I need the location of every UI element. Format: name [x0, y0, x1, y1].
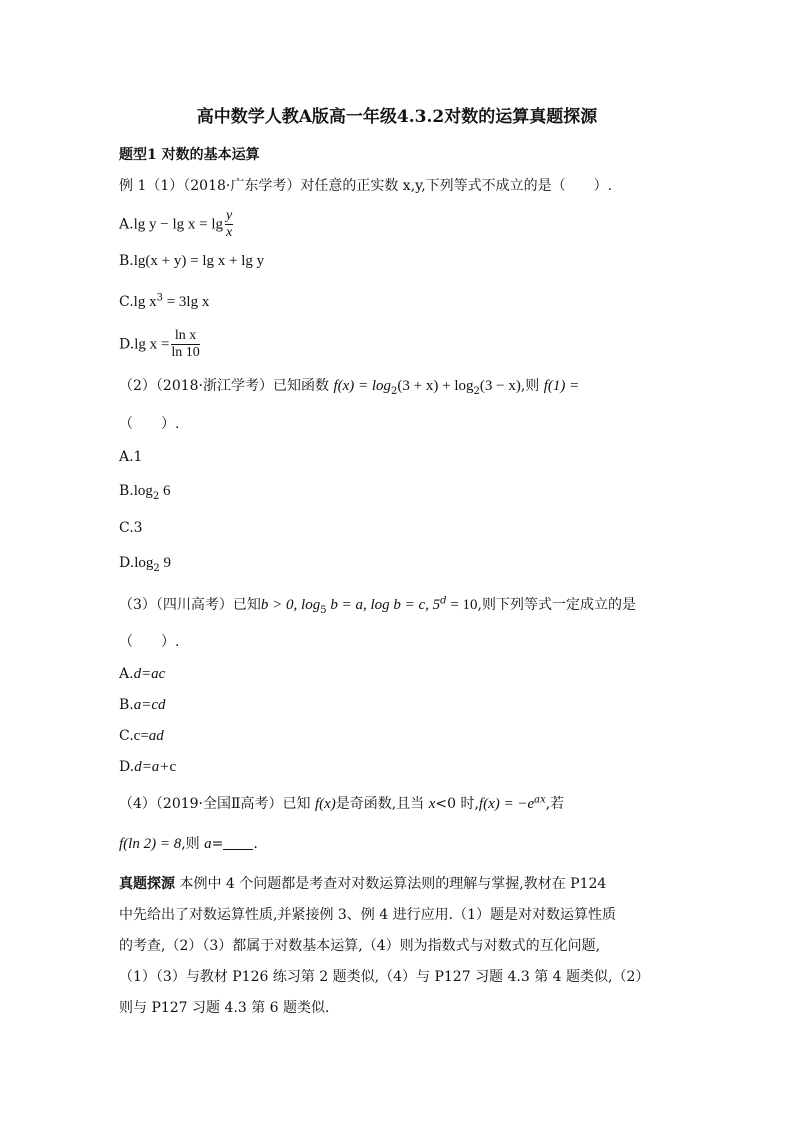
- q2-option-a: A.1: [119, 449, 143, 465]
- q1-option-b: [119, 251, 264, 271]
- option-label: D.: [119, 336, 135, 353]
- q1-d-expr: lg x =: [134, 336, 170, 353]
- value: ad: [148, 728, 164, 744]
- q3-math-b: b = a, log b = c, 5: [326, 597, 441, 613]
- subscript: 2: [152, 490, 160, 502]
- value: a=cd: [133, 697, 166, 713]
- question-type-heading: 题型1 对数的基本运算: [119, 147, 260, 163]
- q4-fx: f(x): [314, 796, 336, 812]
- subscript: 2: [153, 562, 160, 574]
- q3-option-d: [119, 757, 176, 777]
- q2-fx: f(x) = log: [333, 378, 392, 394]
- value: d=a+: [134, 759, 170, 775]
- value: 9: [159, 555, 171, 571]
- subscript: 5: [320, 604, 327, 616]
- denominator: x: [225, 225, 233, 240]
- q4-stem-text-2: 是奇函数,且当: [335, 796, 429, 812]
- source-line-1: [119, 874, 606, 894]
- exponent: ax: [534, 794, 546, 806]
- source-line-3: 的考查,（2）（3）都属于对数基本运算,（4）则为指数式与对数式的互化问题,: [119, 938, 601, 954]
- q4-stem-text: （4）（2019·全国Ⅱ高考）已知: [119, 796, 315, 812]
- subscript: 2: [391, 385, 398, 397]
- log: log: [134, 555, 154, 571]
- source-line-4: （1）（3）与教材 P126 练习第 2 题类似,（4）与 P127 习题 4.3 第 4 题类似,（2）: [119, 969, 650, 985]
- q4-end: .: [253, 836, 258, 852]
- q4-eq: =: [211, 836, 224, 852]
- q3-option-a: [119, 664, 165, 684]
- denominator: ln 10: [171, 345, 200, 360]
- q4-text: ,则: [181, 836, 205, 852]
- source-line-5: 则与 P127 习题 4.3 第 6 题类似.: [119, 1000, 330, 1016]
- fraction: [171, 328, 199, 361]
- q3-stem-text: （3）（四川高考）已知: [119, 597, 261, 613]
- q2-answer-paren: （ ）.: [119, 416, 180, 432]
- q2-expr-b: (3 + x) + log: [397, 378, 474, 394]
- q3-stem-text-2: ,则下列等式一定成立的是: [477, 597, 636, 613]
- q3-math-a: b > 0, log: [260, 597, 321, 613]
- q4-stem-text-4: ,若: [545, 796, 565, 812]
- q2-option-b: [119, 481, 171, 501]
- fraction: [225, 208, 233, 241]
- source-label: 真题探源: [119, 876, 175, 892]
- option-label: D.: [119, 759, 135, 775]
- subscript: 2: [473, 385, 480, 397]
- q3-stem: [119, 595, 636, 615]
- q1-option-d: [119, 328, 202, 361]
- q1-b-expr: lg(x + y) = lg x + lg y: [133, 253, 265, 269]
- q2-stem-text: （2）（2018·浙江学考）已知函数: [119, 378, 334, 394]
- q3-option-b: [119, 695, 166, 715]
- q2-expr-c: (3 − x): [479, 378, 521, 394]
- option-label: B.: [119, 697, 134, 713]
- value: d=ac: [133, 666, 166, 682]
- option-label: A.: [119, 666, 134, 682]
- q4-x: x: [428, 796, 436, 812]
- q1-option-c: [119, 292, 209, 312]
- q4-condition: f(ln 2) = 8: [119, 836, 182, 852]
- q3-option-c: [119, 726, 164, 746]
- numerator: ln x: [171, 328, 199, 345]
- exponent: d: [440, 595, 447, 607]
- source-text: 本例中 4 个问题都是考查对对数运算法则的理解与掌握,教材在 P124: [179, 876, 607, 892]
- q1-stem: 例 1（1）（2018·广东学考）对任意的正实数 x,y,下列等式不成立的是（ ）.: [119, 178, 613, 194]
- option-label: D.: [119, 555, 135, 571]
- answer-blank[interactable]: [223, 835, 253, 850]
- option-label: B.: [119, 483, 134, 499]
- q4-f: f(x) = −e: [478, 796, 535, 812]
- q2-stem: [119, 376, 579, 396]
- q2-stem-text-2: ,则: [520, 378, 544, 394]
- q1-option-a: [119, 208, 235, 241]
- option-label: C.: [119, 728, 134, 744]
- q4-line-2: [119, 834, 258, 854]
- option-label: B.: [119, 253, 134, 269]
- page-title: 高中数学人教A版高一年级4.3.2对数的运算真题探源: [196, 107, 598, 127]
- option-label: C.: [119, 294, 134, 310]
- log: log: [133, 483, 153, 499]
- value-prefix: c=: [133, 728, 149, 744]
- q1-a-expr: lg y − lg x = lg: [133, 216, 223, 233]
- q2-option-d: [119, 553, 171, 573]
- q1-c-expr-a: lg x: [133, 294, 157, 310]
- option-label: A.: [119, 216, 134, 233]
- q4-stem: [119, 794, 564, 814]
- numerator: y: [225, 208, 233, 223]
- q4-stem-text-3: <0 时,: [435, 796, 479, 812]
- q1-c-expr-b: = 3lg x: [162, 294, 210, 310]
- q3-math-c: = 10: [446, 597, 478, 613]
- value: 6: [159, 483, 171, 499]
- source-line-2: 中先给出了对数运算性质,并紧接例 3、例 4 进行应用.（1）题是对对数运算性质: [119, 907, 616, 923]
- exponent: 3: [156, 292, 163, 304]
- value-suffix: c: [169, 759, 177, 775]
- q3-answer-paren: （ ）.: [119, 634, 180, 650]
- q2-f1: f(1) =: [543, 378, 580, 394]
- q4-var: a: [204, 836, 212, 852]
- q2-option-c: C.3: [119, 520, 143, 536]
